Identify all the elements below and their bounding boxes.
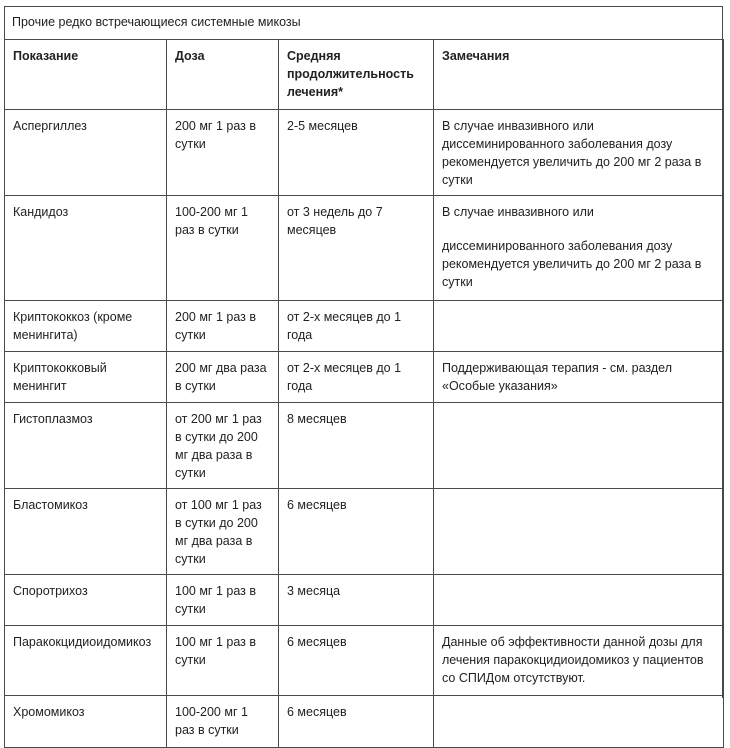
- cell-duration: 2-5 месяцев: [279, 110, 434, 196]
- column-header-duration: Средняя продолжительность лечения*: [279, 40, 434, 110]
- cell-indication: Паракокцидиоидомикоз: [5, 626, 167, 696]
- cell-dose: 100 мг 1 раз в сутки: [167, 575, 279, 626]
- table-row: [5, 575, 724, 626]
- cell-duration: 6 месяцев: [279, 489, 434, 575]
- cell-dose: 200 мг два раза в сутки: [167, 352, 279, 403]
- table-row: [5, 626, 724, 696]
- cell-notes: [434, 403, 724, 489]
- cell-duration: 8 месяцев: [279, 403, 434, 489]
- table-row: [5, 196, 724, 301]
- cell-notes: [434, 696, 724, 748]
- cell-notes: [434, 196, 724, 301]
- column-header-notes: Замечания: [434, 40, 724, 110]
- cell-notes: [434, 575, 724, 626]
- cell-dose: 100-200 мг 1 раз в сутки: [167, 696, 279, 748]
- cell-duration: от 2-х месяцев до 1 года: [279, 352, 434, 403]
- cell-notes: [434, 301, 724, 352]
- cell-duration: от 3 недель до 7 месяцев: [279, 196, 434, 301]
- table-row: [5, 489, 724, 575]
- cell-notes: [434, 110, 724, 196]
- cell-dose: 200 мг 1 раз в сутки: [167, 301, 279, 352]
- table-row: [5, 352, 724, 403]
- note-paragraph: В случае инвазивного или: [442, 205, 594, 219]
- cell-notes: [434, 489, 724, 575]
- note-paragraph: диссеминированного заболевания дозу рекомендуется увеличить до 200 мг 2 раза в сутки: [442, 239, 702, 289]
- cell-duration: 3 месяца: [279, 575, 434, 626]
- note-paragraph: Поддерживающая терапия - см. раздел «Особые указания»: [442, 361, 673, 393]
- cell-indication: Аспергиллез: [5, 110, 167, 196]
- cell-indication: Криптококкоз (кроме менингита): [5, 301, 167, 352]
- cell-indication: Гистоплазмоз: [5, 403, 167, 489]
- cell-duration: 6 месяцев: [279, 696, 434, 748]
- column-header-indication: Показание: [5, 40, 167, 110]
- dosage-table: [4, 39, 724, 748]
- cell-dose: 100-200 мг 1 раз в сутки: [167, 196, 279, 301]
- cell-indication: Криптококковый менингит: [5, 352, 167, 403]
- header-row: [5, 40, 724, 110]
- cell-notes: [434, 626, 724, 696]
- cell-dose: 200 мг 1 раз в сутки: [167, 110, 279, 196]
- cell-duration: 6 месяцев: [279, 626, 434, 696]
- table-row: [5, 110, 724, 196]
- cell-dose: 100 мг 1 раз в сутки: [167, 626, 279, 696]
- table-caption: Прочие редко встречающиеся системные микозы: [4, 6, 723, 40]
- table-row: [5, 301, 724, 352]
- cell-duration: от 2-х месяцев до 1 года: [279, 301, 434, 352]
- cell-notes: [434, 352, 724, 403]
- cell-indication: Споротрихоз: [5, 575, 167, 626]
- table-body: [5, 110, 724, 748]
- cell-dose: от 200 мг 1 раз в сутки до 200 мг два раза в сутки: [167, 403, 279, 489]
- column-header-dose: Доза: [167, 40, 279, 110]
- cell-indication: Хромомикоз: [5, 696, 167, 748]
- cell-indication: Бластомикоз: [5, 489, 167, 575]
- note-paragraph: В случае инвазивного или диссеминированного заболевания дозу рекомендуется увеличить до 200 мг 2 раза в сутки: [442, 119, 702, 187]
- note-paragraph: Данные об эффективности данной дозы для лечения паракокцидиоидомикоз у пациентов со СПИДом отсутствуют.: [442, 635, 704, 685]
- cell-dose: от 100 мг 1 раз в сутки до 200 мг два раза в сутки: [167, 489, 279, 575]
- cell-indication: Кандидоз: [5, 196, 167, 301]
- table-row: [5, 696, 724, 748]
- table-row: [5, 403, 724, 489]
